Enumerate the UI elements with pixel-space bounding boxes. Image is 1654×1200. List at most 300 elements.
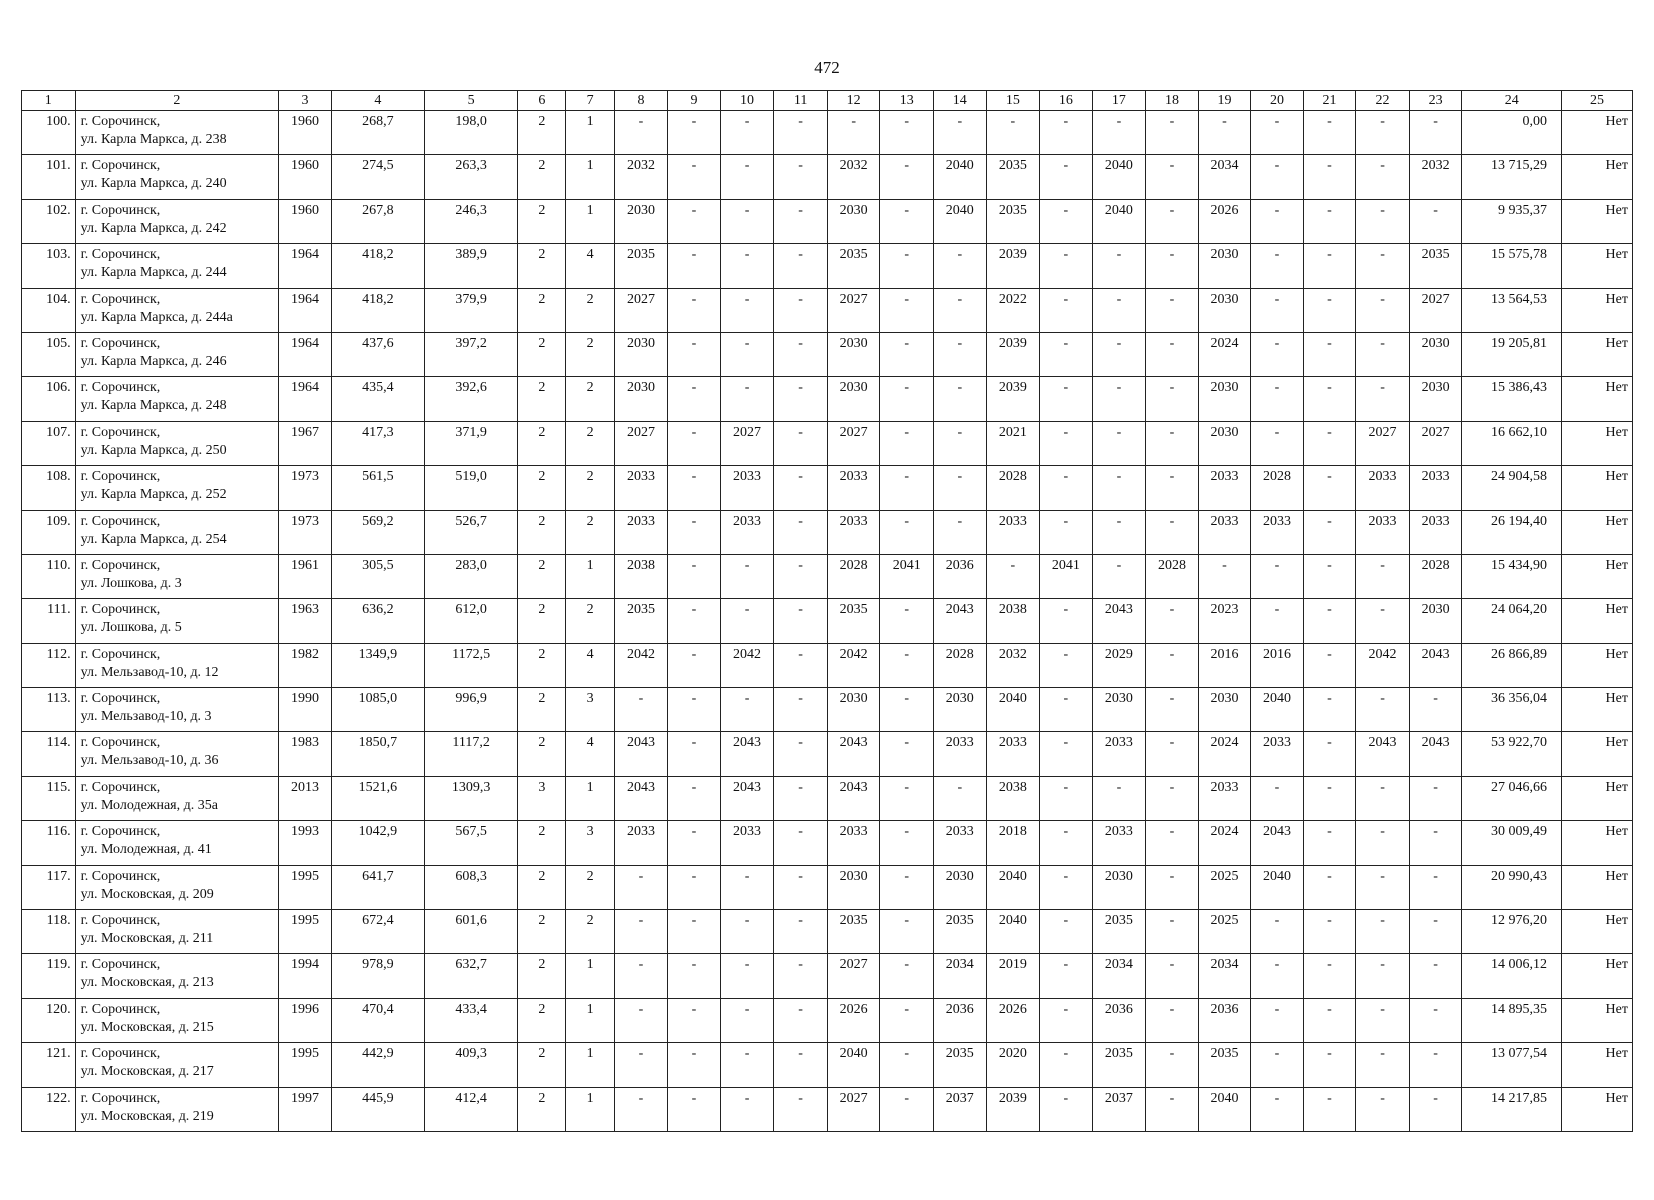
cell-col-12: 2040 — [827, 1043, 880, 1087]
table-row — [22, 155, 1633, 199]
cell-col-13: - — [880, 377, 934, 421]
cell-col-10: - — [720, 954, 774, 998]
cell-col-3: 1960 — [279, 199, 332, 243]
cell-col-21: - — [1303, 954, 1356, 998]
column-number-14: 14 — [934, 91, 987, 111]
column-number-20: 20 — [1251, 91, 1304, 111]
cell-col-13: - — [880, 288, 934, 332]
table-row — [22, 910, 1633, 954]
cell-col-6: 2 — [518, 998, 566, 1042]
cell-col-6: 2 — [518, 732, 566, 776]
cell-col-17: - — [1092, 554, 1146, 598]
cell-col-6: 2 — [518, 599, 566, 643]
cell-col-16: - — [1040, 510, 1093, 554]
cell-col-11: - — [774, 421, 828, 465]
cell-col-13: - — [880, 199, 934, 243]
cell-col-13: - — [880, 111, 934, 155]
cell-col-23: - — [1409, 776, 1462, 820]
cell-col-18: - — [1146, 688, 1199, 732]
cell-col-9: - — [668, 599, 721, 643]
cell-col-13: - — [880, 865, 934, 909]
cell-col-16: - — [1040, 1043, 1093, 1087]
cell-col-8: - — [614, 998, 668, 1042]
cell-col-16: - — [1040, 599, 1093, 643]
cell-col-6: 2 — [518, 332, 566, 376]
cell-col-17: 2035 — [1092, 910, 1146, 954]
cell-col-22: - — [1356, 111, 1410, 155]
cell-col-14: - — [934, 244, 987, 288]
cell-col-3: 1983 — [279, 732, 332, 776]
address-street: ул. Молодежная, д. 41 — [80, 842, 212, 858]
cell-col-9: - — [668, 510, 721, 554]
cell-col-8: 2027 — [614, 288, 668, 332]
cell-col-15: 2038 — [986, 599, 1040, 643]
address-street: ул. Карла Маркса, д. 252 — [80, 487, 227, 503]
row-number: 111. — [22, 599, 76, 643]
cell-col-14: 2043 — [934, 599, 987, 643]
cell-col-24: 15 386,43 — [1462, 377, 1562, 421]
cell-col-19: 2023 — [1198, 599, 1251, 643]
cell-col-10: - — [720, 1087, 774, 1131]
cell-col-15: 2019 — [986, 954, 1040, 998]
cell-col-6: 2 — [518, 1043, 566, 1087]
cell-col-20: - — [1251, 954, 1304, 998]
cell-col-25: Нет — [1562, 244, 1633, 288]
cell-col-22: - — [1356, 155, 1410, 199]
row-number: 101. — [22, 155, 76, 199]
table-row — [22, 377, 1633, 421]
cell-col-22: - — [1356, 910, 1410, 954]
cell-col-14: - — [934, 377, 987, 421]
cell-col-3: 1973 — [279, 466, 332, 510]
cell-col-6: 2 — [518, 199, 566, 243]
cell-col-6: 2 — [518, 155, 566, 199]
cell-col-20: - — [1251, 288, 1304, 332]
cell-col-20: 2016 — [1251, 643, 1304, 687]
cell-col-16: - — [1040, 910, 1093, 954]
cell-col-25: Нет — [1562, 998, 1633, 1042]
cell-col-14: - — [934, 776, 987, 820]
cell-col-20: - — [1251, 377, 1304, 421]
cell-col-16: - — [1040, 998, 1093, 1042]
cell-col-11: - — [774, 776, 828, 820]
address-street: ул. Карла Маркса, д. 254 — [80, 531, 227, 547]
cell-col-21: - — [1303, 643, 1356, 687]
column-number-9: 9 — [668, 91, 721, 111]
address-cell — [75, 466, 279, 510]
address-street: ул. Мельзавод-10, д. 36 — [80, 753, 219, 769]
column-number-23: 23 — [1409, 91, 1462, 111]
address-street: ул. Карла Маркса, д. 250 — [80, 442, 227, 458]
cell-col-3: 1993 — [279, 821, 332, 865]
cell-col-15: 2033 — [986, 732, 1040, 776]
address-city: г. Сорочинск, — [80, 247, 161, 263]
address-street: ул. Московская, д. 213 — [80, 975, 214, 991]
row-number: 103. — [22, 244, 76, 288]
cell-col-22: 2043 — [1356, 732, 1410, 776]
page-number: 472 — [814, 58, 840, 77]
cell-col-23: - — [1409, 199, 1462, 243]
cell-col-7: 4 — [566, 643, 614, 687]
cell-col-12: 2032 — [827, 155, 880, 199]
cell-col-20: 2040 — [1251, 688, 1304, 732]
cell-col-12: 2027 — [827, 288, 880, 332]
cell-col-10: - — [720, 865, 774, 909]
cell-col-7: 1 — [566, 554, 614, 598]
cell-col-19: 2036 — [1198, 998, 1251, 1042]
cell-col-4: 1042,9 — [331, 821, 424, 865]
cell-col-15: - — [986, 111, 1040, 155]
cell-col-21: - — [1303, 510, 1356, 554]
cell-col-21: - — [1303, 155, 1356, 199]
cell-col-20: 2040 — [1251, 865, 1304, 909]
cell-col-23: 2028 — [1409, 554, 1462, 598]
cell-col-5: 601,6 — [424, 910, 517, 954]
cell-col-22: - — [1356, 244, 1410, 288]
cell-col-18: 2028 — [1146, 554, 1199, 598]
cell-col-10: - — [720, 199, 774, 243]
cell-col-25: Нет — [1562, 910, 1633, 954]
cell-col-7: 2 — [566, 466, 614, 510]
cell-col-7: 4 — [566, 244, 614, 288]
cell-col-12: 2027 — [827, 954, 880, 998]
cell-col-24: 26 194,40 — [1462, 510, 1562, 554]
cell-col-4: 636,2 — [331, 599, 424, 643]
cell-col-13: - — [880, 244, 934, 288]
cell-col-14: 2030 — [934, 688, 987, 732]
table-row — [22, 821, 1633, 865]
cell-col-14: 2037 — [934, 1087, 987, 1131]
cell-col-17: - — [1092, 377, 1146, 421]
cell-col-8: - — [614, 111, 668, 155]
cell-col-5: 519,0 — [424, 466, 517, 510]
cell-col-16: - — [1040, 421, 1093, 465]
column-number-12: 12 — [827, 91, 880, 111]
cell-col-12: 2030 — [827, 199, 880, 243]
cell-col-16: - — [1040, 244, 1093, 288]
cell-col-4: 268,7 — [331, 111, 424, 155]
cell-col-9: - — [668, 288, 721, 332]
cell-col-4: 561,5 — [331, 466, 424, 510]
cell-col-20: - — [1251, 1087, 1304, 1131]
cell-col-20: 2043 — [1251, 821, 1304, 865]
cell-col-3: 1990 — [279, 688, 332, 732]
cell-col-15: 2040 — [986, 688, 1040, 732]
table-row — [22, 510, 1633, 554]
cell-col-14: 2035 — [934, 1043, 987, 1087]
table-row — [22, 1087, 1633, 1131]
cell-col-7: 2 — [566, 377, 614, 421]
cell-col-23: - — [1409, 821, 1462, 865]
cell-col-7: 2 — [566, 421, 614, 465]
cell-col-19: 2030 — [1198, 288, 1251, 332]
address-city: г. Сорочинск, — [80, 779, 161, 795]
column-number-3: 3 — [279, 91, 332, 111]
cell-col-24: 26 866,89 — [1462, 643, 1562, 687]
address-cell — [75, 1043, 279, 1087]
cell-col-17: - — [1092, 466, 1146, 510]
table-row — [22, 244, 1633, 288]
cell-col-18: - — [1146, 332, 1199, 376]
cell-col-10: - — [720, 244, 774, 288]
cell-col-23: - — [1409, 998, 1462, 1042]
address-street: ул. Московская, д. 215 — [80, 1019, 214, 1035]
cell-col-21: - — [1303, 599, 1356, 643]
cell-col-18: - — [1146, 776, 1199, 820]
cell-col-13: - — [880, 776, 934, 820]
cell-col-7: 2 — [566, 332, 614, 376]
column-number-4: 4 — [331, 91, 424, 111]
cell-col-3: 1964 — [279, 377, 332, 421]
cell-col-12: 2027 — [827, 421, 880, 465]
cell-col-18: - — [1146, 643, 1199, 687]
cell-col-15: 2039 — [986, 377, 1040, 421]
cell-col-18: - — [1146, 1043, 1199, 1087]
cell-col-19: - — [1198, 111, 1251, 155]
cell-col-8: 2027 — [614, 421, 668, 465]
cell-col-8: - — [614, 865, 668, 909]
cell-col-18: - — [1146, 111, 1199, 155]
cell-col-13: - — [880, 510, 934, 554]
cell-col-5: 389,9 — [424, 244, 517, 288]
cell-col-14: 2033 — [934, 821, 987, 865]
cell-col-12: 2030 — [827, 332, 880, 376]
address-city: г. Сорочинск, — [80, 114, 161, 129]
cell-col-8: 2038 — [614, 554, 668, 598]
cell-col-17: 2043 — [1092, 599, 1146, 643]
cell-col-22: - — [1356, 199, 1410, 243]
table-row — [22, 288, 1633, 332]
cell-col-8: 2030 — [614, 377, 668, 421]
cell-col-25: Нет — [1562, 155, 1633, 199]
cell-col-7: 2 — [566, 865, 614, 909]
cell-col-5: 996,9 — [424, 688, 517, 732]
cell-col-8: 2043 — [614, 776, 668, 820]
cell-col-4: 1850,7 — [331, 732, 424, 776]
cell-col-11: - — [774, 998, 828, 1042]
address-street: ул. Московская, д. 209 — [80, 886, 214, 902]
row-number: 116. — [22, 821, 76, 865]
cell-col-3: 1964 — [279, 332, 332, 376]
row-number: 114. — [22, 732, 76, 776]
cell-col-9: - — [668, 199, 721, 243]
cell-col-9: - — [668, 865, 721, 909]
cell-col-25: Нет — [1562, 776, 1633, 820]
cell-col-11: - — [774, 954, 828, 998]
cell-col-8: 2035 — [614, 599, 668, 643]
address-cell — [75, 865, 279, 909]
cell-col-23: - — [1409, 111, 1462, 155]
row-number: 119. — [22, 954, 76, 998]
cell-col-13: - — [880, 332, 934, 376]
address-cell — [75, 1087, 279, 1131]
cell-col-9: - — [668, 1043, 721, 1087]
cell-col-25: Нет — [1562, 377, 1633, 421]
address-cell — [75, 421, 279, 465]
cell-col-13: - — [880, 954, 934, 998]
cell-col-23: 2027 — [1409, 288, 1462, 332]
cell-col-17: - — [1092, 421, 1146, 465]
address-cell — [75, 111, 279, 155]
cell-col-25: Нет — [1562, 510, 1633, 554]
cell-col-15: 2018 — [986, 821, 1040, 865]
cell-col-15: 2026 — [986, 998, 1040, 1042]
row-number: 112. — [22, 643, 76, 687]
cell-col-24: 13 077,54 — [1462, 1043, 1562, 1087]
cell-col-10: - — [720, 332, 774, 376]
cell-col-7: 1 — [566, 998, 614, 1042]
cell-col-7: 4 — [566, 732, 614, 776]
cell-col-21: - — [1303, 910, 1356, 954]
cell-col-22: 2033 — [1356, 510, 1410, 554]
cell-col-20: - — [1251, 332, 1304, 376]
cell-col-11: - — [774, 288, 828, 332]
address-city: г. Сорочинск, — [80, 646, 161, 662]
cell-col-19: 2025 — [1198, 910, 1251, 954]
cell-col-12: 2030 — [827, 688, 880, 732]
cell-col-15: 2022 — [986, 288, 1040, 332]
address-city: г. Сорочинск, — [80, 913, 161, 929]
cell-col-5: 632,7 — [424, 954, 517, 998]
cell-col-16: - — [1040, 954, 1093, 998]
address-city: г. Сорочинск, — [80, 424, 161, 440]
address-cell — [75, 776, 279, 820]
cell-col-7: 1 — [566, 155, 614, 199]
cell-col-10: 2033 — [720, 466, 774, 510]
cell-col-24: 15 575,78 — [1462, 244, 1562, 288]
cell-col-19: 2016 — [1198, 643, 1251, 687]
address-street: ул. Карла Маркса, д. 240 — [80, 176, 227, 192]
cell-col-9: - — [668, 332, 721, 376]
address-cell — [75, 554, 279, 598]
cell-col-6: 2 — [518, 910, 566, 954]
cell-col-15: - — [986, 554, 1040, 598]
cell-col-16: - — [1040, 776, 1093, 820]
cell-col-23: 2043 — [1409, 643, 1462, 687]
cell-col-18: - — [1146, 910, 1199, 954]
cell-col-12: 2030 — [827, 865, 880, 909]
cell-col-19: 2033 — [1198, 776, 1251, 820]
cell-col-13: - — [880, 466, 934, 510]
row-number: 105. — [22, 332, 76, 376]
address-cell — [75, 599, 279, 643]
column-number-11: 11 — [774, 91, 828, 111]
cell-col-4: 470,4 — [331, 998, 424, 1042]
table-row — [22, 643, 1633, 687]
cell-col-4: 569,2 — [331, 510, 424, 554]
cell-col-25: Нет — [1562, 554, 1633, 598]
cell-col-22: 2042 — [1356, 643, 1410, 687]
cell-col-5: 567,5 — [424, 821, 517, 865]
cell-col-7: 2 — [566, 599, 614, 643]
table-row — [22, 1043, 1633, 1087]
cell-col-5: 283,0 — [424, 554, 517, 598]
column-number-6: 6 — [518, 91, 566, 111]
cell-col-5: 1172,5 — [424, 643, 517, 687]
cell-col-14: 2034 — [934, 954, 987, 998]
cell-col-4: 1349,9 — [331, 643, 424, 687]
cell-col-15: 2035 — [986, 199, 1040, 243]
cell-col-8: - — [614, 1087, 668, 1131]
cell-col-3: 1996 — [279, 998, 332, 1042]
cell-col-17: - — [1092, 288, 1146, 332]
cell-col-8: - — [614, 910, 668, 954]
cell-col-17: 2029 — [1092, 643, 1146, 687]
table-row — [22, 466, 1633, 510]
column-number-17: 17 — [1092, 91, 1146, 111]
cell-col-20: - — [1251, 1043, 1304, 1087]
row-number: 117. — [22, 865, 76, 909]
cell-col-16: 2041 — [1040, 554, 1093, 598]
cell-col-22: - — [1356, 998, 1410, 1042]
table-row — [22, 998, 1633, 1042]
cell-col-19: 2024 — [1198, 732, 1251, 776]
column-number-5: 5 — [424, 91, 517, 111]
cell-col-14: - — [934, 332, 987, 376]
cell-col-14: 2035 — [934, 910, 987, 954]
row-number: 120. — [22, 998, 76, 1042]
table-row — [22, 421, 1633, 465]
cell-col-11: - — [774, 244, 828, 288]
cell-col-4: 274,5 — [331, 155, 424, 199]
cell-col-4: 445,9 — [331, 1087, 424, 1131]
cell-col-8: 2032 — [614, 155, 668, 199]
address-city: г. Сорочинск, — [80, 957, 161, 973]
cell-col-17: - — [1092, 776, 1146, 820]
cell-col-8: 2042 — [614, 643, 668, 687]
cell-col-4: 305,5 — [331, 554, 424, 598]
cell-col-15: 2020 — [986, 1043, 1040, 1087]
row-number: 118. — [22, 910, 76, 954]
cell-col-8: 2043 — [614, 732, 668, 776]
row-number: 108. — [22, 466, 76, 510]
cell-col-11: - — [774, 466, 828, 510]
cell-col-15: 2028 — [986, 466, 1040, 510]
address-city: г. Сорочинск, — [80, 1090, 161, 1106]
cell-col-10: - — [720, 111, 774, 155]
cell-col-22: - — [1356, 288, 1410, 332]
cell-col-8: 2035 — [614, 244, 668, 288]
cell-col-20: 2033 — [1251, 732, 1304, 776]
cell-col-9: - — [668, 998, 721, 1042]
address-cell — [75, 643, 279, 687]
cell-col-15: 2039 — [986, 1087, 1040, 1131]
cell-col-20: - — [1251, 155, 1304, 199]
cell-col-21: - — [1303, 111, 1356, 155]
cell-col-12: 2030 — [827, 377, 880, 421]
cell-col-8: 2030 — [614, 332, 668, 376]
cell-col-17: 2040 — [1092, 199, 1146, 243]
column-number-18: 18 — [1146, 91, 1199, 111]
cell-col-24: 27 046,66 — [1462, 776, 1562, 820]
cell-col-25: Нет — [1562, 643, 1633, 687]
address-street: ул. Московская, д. 211 — [80, 931, 214, 947]
cell-col-19: 2024 — [1198, 332, 1251, 376]
cell-col-23: 2032 — [1409, 155, 1462, 199]
cell-col-21: - — [1303, 1043, 1356, 1087]
cell-col-13: 2041 — [880, 554, 934, 598]
cell-col-3: 1964 — [279, 288, 332, 332]
cell-col-18: - — [1146, 954, 1199, 998]
cell-col-19: 2033 — [1198, 466, 1251, 510]
table-row — [22, 199, 1633, 243]
cell-col-21: - — [1303, 1087, 1356, 1131]
cell-col-22: - — [1356, 954, 1410, 998]
cell-col-16: - — [1040, 1087, 1093, 1131]
cell-col-25: Нет — [1562, 421, 1633, 465]
address-city: г. Сорочинск, — [80, 868, 161, 884]
cell-col-25: Нет — [1562, 199, 1633, 243]
